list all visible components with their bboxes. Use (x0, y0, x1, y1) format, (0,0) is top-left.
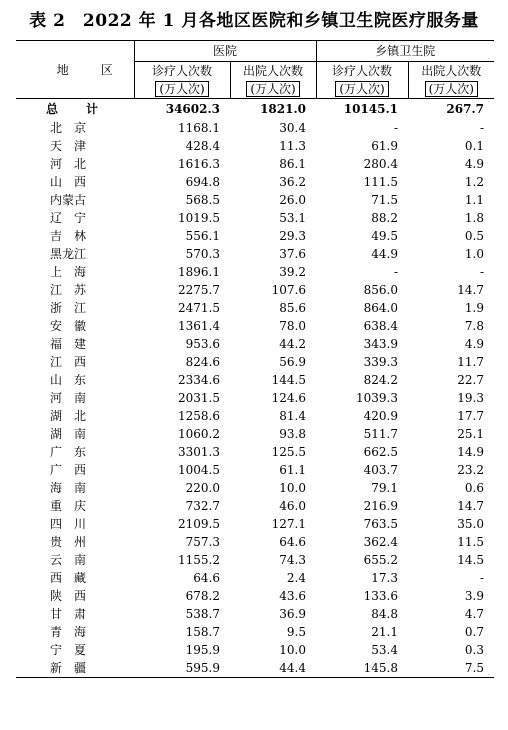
total-township-discharges: 267.7 (446, 102, 484, 116)
township-visits-cell: 655.2 (363, 553, 398, 567)
hospital-visits-cell: 1060.2 (178, 427, 220, 441)
township-discharges-cell: 1.8 (464, 211, 484, 225)
hospital-visits-cell: 538.7 (185, 607, 220, 621)
table-row (16, 137, 494, 155)
medical-service-table (16, 40, 494, 678)
region-name: 云 南 (50, 553, 87, 567)
hospital-discharges-cell: 43.6 (279, 589, 306, 603)
region-name: 四 川 (50, 517, 87, 531)
hospital-discharges-cell: 44.4 (230, 659, 316, 678)
township-visits-cell: 88.2 (371, 211, 398, 225)
township-discharges-cell: 1.1 (464, 193, 484, 207)
hospital-visits-header: 诊疗人次数 (134, 62, 230, 81)
unit-label (230, 80, 316, 99)
hospital-visits-cell: 2031.5 (178, 391, 220, 405)
hospital-visits-cell: 678.2 (185, 589, 220, 603)
total-row (16, 99, 494, 120)
township-visits-cell: 133.6 (363, 589, 398, 603)
township-visits-cell: 403.7 (363, 463, 398, 477)
hospital-discharges-cell: 10.0 (279, 481, 306, 495)
township-visits-cell: 79.1 (371, 481, 398, 495)
hospital-visits-cell: 694.8 (185, 175, 220, 189)
table-row (16, 569, 494, 587)
township-visits-cell: 61.9 (371, 139, 398, 153)
region-name: 浙 江 (50, 301, 87, 315)
township-discharges-cell: 0.1 (464, 139, 484, 153)
hospital-discharges-cell: 127.1 (271, 517, 306, 531)
unit-text: (万人次) (425, 81, 478, 97)
hospital-discharge-header: 出院人次数 (230, 62, 316, 81)
region-name: 内蒙古 (50, 193, 87, 207)
township-visits-cell: 84.8 (371, 607, 398, 621)
township-visits-cell: 71.5 (371, 193, 398, 207)
township-visits-cell: 53.4 (371, 643, 398, 657)
unit-text: (万人次) (155, 81, 208, 97)
township-visits-cell: 824.2 (363, 373, 398, 387)
hospital-visits-cell: 2275.7 (178, 283, 220, 297)
region-name: 河 南 (50, 391, 87, 405)
township-visits-cell: 44.9 (371, 247, 398, 261)
table-row (16, 155, 494, 173)
hospital-visits-cell: 1361.4 (178, 319, 220, 333)
unit-label (408, 80, 494, 99)
hospital-discharges-cell: 29.3 (279, 229, 306, 243)
township-discharges-cell: 0.7 (464, 625, 484, 639)
hospital-discharges-cell: 11.3 (279, 139, 306, 153)
hospital-visits-cell: 1258.6 (178, 409, 220, 423)
township-discharges-cell: 22.7 (457, 373, 484, 387)
hospital-discharges-cell: 61.1 (279, 463, 306, 477)
township-discharge-header: 出院人次数 (408, 62, 494, 81)
hospital-discharges-cell: 74.3 (279, 553, 306, 567)
township-discharges-cell: 0.3 (464, 643, 484, 657)
hospital-discharges-cell: 44.2 (279, 337, 306, 351)
unit-text: (万人次) (335, 81, 388, 97)
hospital-visits-cell: 2109.5 (178, 517, 220, 531)
region-name: 重 庆 (50, 499, 87, 513)
table-row (16, 533, 494, 551)
hospital-visits-cell: 3301.3 (178, 445, 220, 459)
hospital-visits-cell: 2334.6 (178, 373, 220, 387)
township-discharges-cell: - (479, 121, 484, 135)
hospital-discharges-cell: 30.4 (279, 121, 306, 135)
hospital-discharges-cell: 36.2 (279, 175, 306, 189)
table-row (16, 479, 494, 497)
township-discharges-cell: 1.9 (464, 301, 484, 315)
township-visits-cell: 864.0 (363, 301, 398, 315)
hospital-visits-cell: 2471.5 (178, 301, 220, 315)
township-visits-cell: 111.5 (363, 175, 398, 189)
hospital-header: 医院 (134, 41, 316, 62)
township-visits-cell: 1039.3 (356, 391, 398, 405)
table-row (16, 407, 494, 425)
hospital-discharges-cell: 81.4 (279, 409, 306, 423)
region-name: 山 西 (50, 175, 87, 189)
region-name: 新 疆 (16, 659, 134, 678)
region-name: 广 西 (50, 463, 87, 477)
township-visits-cell: 638.4 (363, 319, 398, 333)
table-row (16, 353, 494, 371)
township-visits-cell: 145.8 (316, 659, 408, 678)
hospital-visits-cell: 757.3 (185, 535, 220, 549)
hospital-discharges-cell: 56.9 (279, 355, 306, 369)
township-visits-cell: 362.4 (363, 535, 398, 549)
hospital-discharges-cell: 46.0 (279, 499, 306, 513)
township-discharges-cell: 25.1 (457, 427, 484, 441)
hospital-discharges-cell: 2.4 (286, 571, 306, 585)
table-row (16, 119, 494, 137)
township-discharges-cell: 14.5 (457, 553, 484, 567)
township-discharges-cell: 4.9 (464, 337, 484, 351)
hospital-visits-cell: 220.0 (185, 481, 220, 495)
hospital-visits-cell: 428.4 (185, 139, 220, 153)
region-name: 北 京 (50, 121, 87, 135)
township-visits-cell: 420.9 (363, 409, 398, 423)
table-row (16, 515, 494, 533)
region-name: 吉 林 (50, 229, 87, 243)
township-visits-cell: 856.0 (363, 283, 398, 297)
table-body (16, 99, 494, 678)
township-discharges-cell: 23.2 (457, 463, 484, 477)
hospital-discharges-cell: 125.5 (271, 445, 306, 459)
township-visits-cell: 17.3 (371, 571, 398, 585)
table-row (16, 641, 494, 659)
table-row (16, 281, 494, 299)
township-discharges-cell: - (479, 265, 484, 279)
hospital-discharges-cell: 26.0 (279, 193, 306, 207)
unit-label (316, 80, 408, 99)
township-visits-cell: 280.4 (363, 157, 398, 171)
hospital-visits-cell: 568.5 (185, 193, 220, 207)
region-name: 西 藏 (50, 571, 87, 585)
township-discharges-cell: 0.5 (464, 229, 484, 243)
township-discharges-cell: 17.7 (457, 409, 484, 423)
table-row (16, 371, 494, 389)
township-discharges-cell: 14.9 (457, 445, 484, 459)
table-row (16, 425, 494, 443)
region-name: 天 津 (50, 139, 87, 153)
township-visits-cell: 21.1 (371, 625, 398, 639)
region-name: 湖 南 (50, 427, 87, 441)
township-visits-cell: 511.7 (363, 427, 398, 441)
table-row (16, 587, 494, 605)
total-hospital-visits: 34602.3 (165, 102, 220, 116)
region-name: 甘 肃 (50, 607, 87, 621)
table-row (16, 461, 494, 479)
region-name: 黑龙江 (50, 247, 87, 261)
township-discharges-cell: 19.3 (457, 391, 484, 405)
unit-text: (万人次) (246, 81, 299, 97)
hospital-visits-cell: 195.9 (185, 643, 220, 657)
table-row (16, 191, 494, 209)
region-name: 山 东 (50, 373, 87, 387)
total-hospital-discharges: 1821.0 (260, 102, 306, 116)
hospital-visits-cell: 1155.2 (178, 553, 220, 567)
region-name: 福 建 (50, 337, 87, 351)
table-row (16, 497, 494, 515)
hospital-discharges-cell: 85.6 (279, 301, 306, 315)
hospital-discharges-cell: 124.6 (271, 391, 306, 405)
region-name: 河 北 (50, 157, 87, 171)
table-title: 表 2 2022 年 1 月各地区医院和乡镇卫生院医疗服务量 (29, 11, 479, 31)
region-header: 地 区 (16, 41, 134, 99)
township-discharges-cell: 11.7 (457, 355, 484, 369)
table-row (16, 335, 494, 353)
hospital-visits-cell: 556.1 (185, 229, 220, 243)
total-label: 总 计 (46, 102, 107, 116)
region-name: 上 海 (50, 265, 87, 279)
township-discharges-cell: 7.5 (408, 659, 494, 678)
township-discharges-cell: 11.5 (457, 535, 484, 549)
hospital-discharges-cell: 93.8 (279, 427, 306, 441)
hospital-visits-cell: 570.3 (185, 247, 220, 261)
table-row (16, 443, 494, 461)
unit-label (134, 80, 230, 99)
region-name: 陕 西 (50, 589, 87, 603)
table-row (16, 317, 494, 335)
township-discharges-cell: 14.7 (457, 283, 484, 297)
hospital-discharges-cell: 37.6 (279, 247, 306, 261)
region-name: 宁 夏 (50, 643, 87, 657)
hospital-discharges-cell: 39.2 (279, 265, 306, 279)
township-visits-cell: 662.5 (363, 445, 398, 459)
hospital-visits-cell: 158.7 (185, 625, 220, 639)
table-row (16, 389, 494, 407)
table-row (16, 659, 494, 678)
region-name: 湖 北 (50, 409, 87, 423)
region-name: 江 苏 (50, 283, 87, 297)
table-row (16, 209, 494, 227)
hospital-discharges-cell: 144.5 (271, 373, 306, 387)
table-row (16, 623, 494, 641)
hospital-visits-cell: 64.6 (193, 571, 220, 585)
region-name: 辽 宁 (50, 211, 87, 225)
region-name: 贵 州 (50, 535, 87, 549)
township-visits-cell: 49.5 (371, 229, 398, 243)
township-header: 乡镇卫生院 (316, 41, 494, 62)
table-row (16, 173, 494, 191)
table-row (16, 263, 494, 281)
table-row (16, 605, 494, 623)
hospital-discharges-cell: 107.6 (271, 283, 306, 297)
township-visits-header: 诊疗人次数 (316, 62, 408, 81)
township-discharges-cell: - (479, 571, 484, 585)
hospital-visits-cell: 824.6 (185, 355, 220, 369)
hospital-discharges-cell: 10.0 (279, 643, 306, 657)
table-header (16, 41, 494, 99)
township-discharges-cell: 3.9 (464, 589, 484, 603)
hospital-visits-cell: 1019.5 (178, 211, 220, 225)
township-visits-cell: - (393, 265, 398, 279)
hospital-discharges-cell: 9.5 (286, 625, 306, 639)
township-discharges-cell: 14.7 (457, 499, 484, 513)
township-discharges-cell: 35.0 (457, 517, 484, 531)
township-visits-cell: 763.5 (363, 517, 398, 531)
region-name: 安 徽 (50, 319, 87, 333)
township-visits-cell: 339.3 (363, 355, 398, 369)
table-row (16, 299, 494, 317)
township-discharges-cell: 1.0 (464, 247, 484, 261)
hospital-visits-cell: 1004.5 (178, 463, 220, 477)
township-discharges-cell: 7.8 (464, 319, 484, 333)
hospital-visits-cell: 732.7 (185, 499, 220, 513)
hospital-discharges-cell: 64.6 (279, 535, 306, 549)
hospital-visits-cell: 953.6 (185, 337, 220, 351)
township-visits-cell: 216.9 (363, 499, 398, 513)
hospital-visits-cell: 1168.1 (178, 121, 220, 135)
table-row (16, 551, 494, 569)
hospital-discharges-cell: 36.9 (279, 607, 306, 621)
hospital-visits-cell: 1896.1 (178, 265, 220, 279)
hospital-discharges-cell: 78.0 (279, 319, 306, 333)
hospital-visits-cell: 1616.3 (178, 157, 220, 171)
region-name: 广 东 (50, 445, 87, 459)
region-name: 青 海 (50, 625, 87, 639)
table-row (16, 245, 494, 263)
township-discharges-cell: 4.9 (464, 157, 484, 171)
total-township-visits: 10145.1 (343, 102, 398, 116)
region-name: 江 西 (50, 355, 87, 369)
township-visits-cell: 343.9 (363, 337, 398, 351)
region-name: 海 南 (50, 481, 87, 495)
hospital-discharges-cell: 53.1 (279, 211, 306, 225)
township-discharges-cell: 0.6 (464, 481, 484, 495)
hospital-discharges-cell: 86.1 (279, 157, 306, 171)
hospital-visits-cell: 595.9 (134, 659, 230, 678)
table-row (16, 227, 494, 245)
township-discharges-cell: 4.7 (464, 607, 484, 621)
township-visits-cell: - (393, 121, 398, 135)
township-discharges-cell: 1.2 (464, 175, 484, 189)
